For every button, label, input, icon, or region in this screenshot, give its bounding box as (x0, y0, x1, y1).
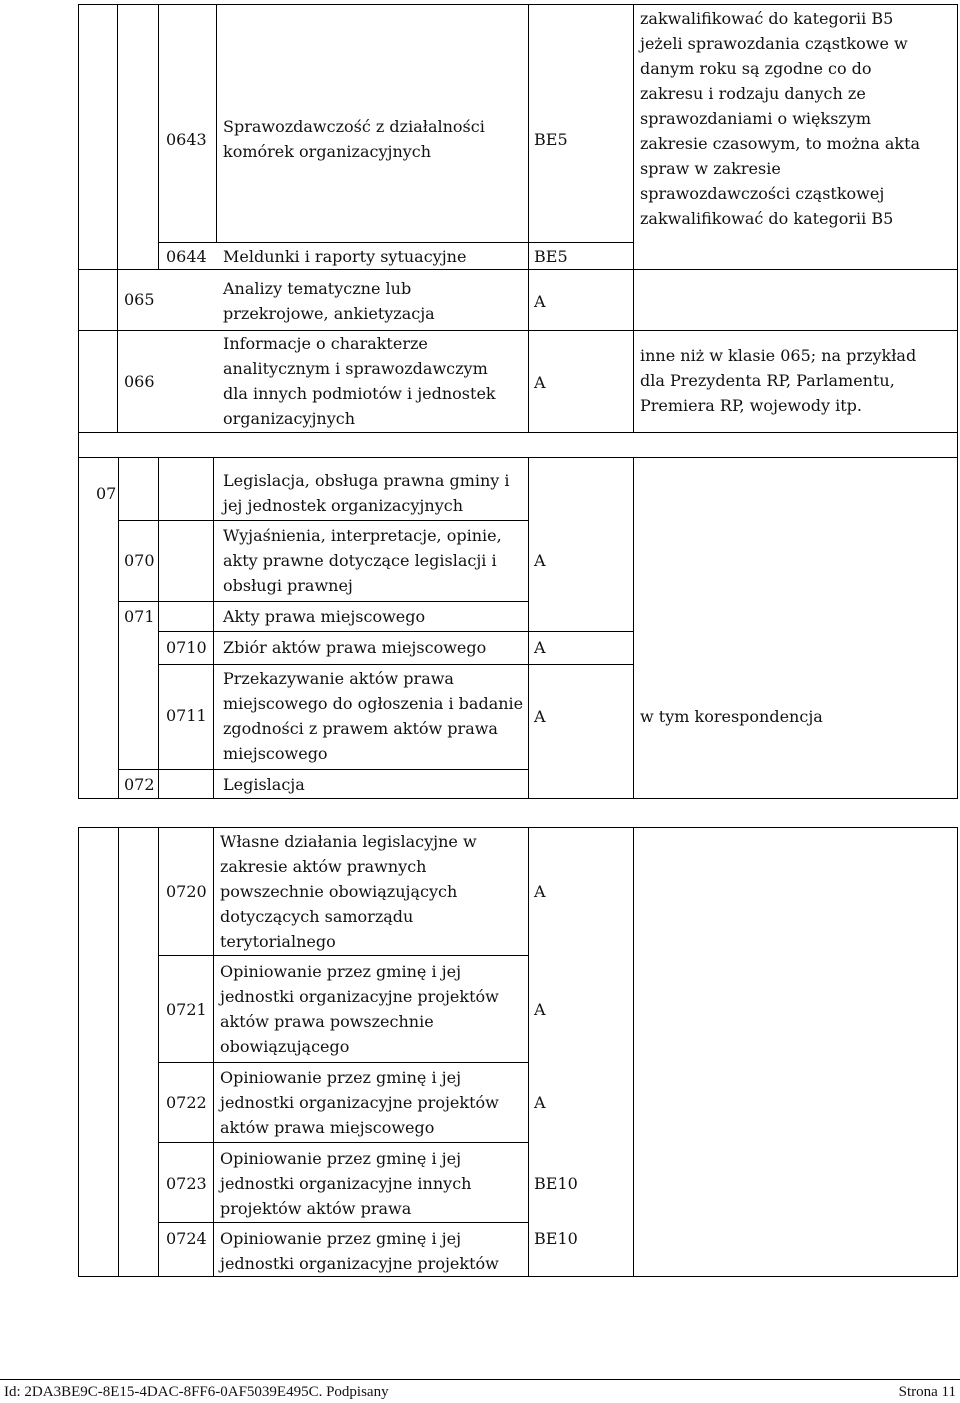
category-070: A (534, 551, 546, 570)
category-0711: A (534, 707, 546, 726)
category-0720: A (534, 882, 546, 901)
document-id: Id: 2DA3BE9C-8E15-4DAC-8FF6-0AF5039E495C. Podpisany (4, 1384, 389, 1400)
entry-name-0723: Opiniowanie przez gminę i jej jednostki organizacyjne innych projektów aktów prawa (220, 1149, 472, 1218)
entry-name-071: Akty prawa miejscowego (223, 607, 426, 626)
symbol-0710: 0710 (166, 638, 207, 657)
entry-name-066: Informacje o charakterze analitycznym i sprawozdawczym dla innych podmiotów i jednostek organizacyjnych (223, 334, 496, 428)
entry-name-070: Wyjaśnienia, interpretacje, opinie, akty prawne dotyczące legislacji i obsługi prawnej (223, 526, 502, 595)
page-footer (4, 1382, 956, 1402)
category-0710: A (534, 638, 546, 657)
symbol-0723: 0723 (166, 1174, 207, 1193)
category-0723: BE10 (534, 1174, 578, 1193)
entry-name-0710: Zbiór aktów prawa miejscowego (223, 638, 487, 657)
entry-name-0724: Opiniowanie przez gminę i jej jednostki organizacyjne projektów (220, 1229, 499, 1273)
symbol-0711: 0711 (166, 706, 207, 725)
note-0711: w tym korespondencja (640, 707, 823, 726)
category-0643: BE5 (534, 129, 568, 149)
symbol-072: 072 (124, 775, 155, 794)
category-0722: A (534, 1093, 546, 1112)
symbol-0721: 0721 (166, 1000, 207, 1019)
entry-name-0722: Opiniowanie przez gminę i jej jednostki organizacyjne projektów aktów prawa miejscowego (220, 1068, 499, 1137)
category-0644: BE5 (534, 247, 568, 266)
note-0643: zakwalifikować do kategorii B5 jeżeli sprawozdania cząstkowe w danym roku są zgodne co do zakresu i rodzaju danych ze sprawozdaniami o większym zakresie czasowym, to można akta spraw w zakresie sprawozdawczości cząstkowej zakwalifikować do kategorii B5 (640, 9, 921, 228)
symbol-0722: 0722 (166, 1093, 207, 1112)
category-0721: A (534, 1000, 546, 1019)
symbol-0644: 0644 (166, 247, 207, 266)
entry-name-0721: Opiniowanie przez gminę i jej jednostki organizacyjne projektów aktów prawa powszechnie obowiązującego (220, 962, 499, 1056)
symbol-0724: 0724 (166, 1229, 207, 1248)
category-0724: BE10 (534, 1229, 578, 1248)
category-065: A (534, 292, 546, 311)
symbol-066: 066 (124, 372, 155, 391)
symbol-070: 070 (124, 551, 155, 570)
symbol-071: 071 (124, 607, 155, 626)
symbol-0643: 0643 (166, 129, 207, 149)
entry-name-072: Legislacja (223, 775, 305, 794)
symbol-0720: 0720 (166, 882, 207, 901)
entry-name-065: Analizy tematyczne lub przekrojowe, ankietyzacja (223, 279, 435, 323)
entry-name-07: Legislacja, obsługa prawna gminy i jej jednostek organizacyjnych (223, 471, 510, 515)
page-number: Strona 11 (898, 1384, 956, 1400)
footer-divider (0, 1379, 960, 1380)
entry-name-0644: Meldunki i raporty sytuacyjne (223, 247, 467, 266)
category-066: A (534, 373, 546, 392)
entry-name-0643: Sprawozdawczość z działalności komórek organizacyjnych (223, 117, 485, 161)
entry-name-0720: Własne działania legislacyjne w zakresie aktów prawnych powszechnie obowiązujących dotyczących samorządu terytorialnego (220, 832, 477, 951)
note-066: inne niż w klasie 065; na przykład dla Prezydenta RP, Parlamentu, Premiera RP, wojewody itp. (640, 346, 917, 415)
symbol-065: 065 (124, 290, 155, 309)
entry-name-0711: Przekazywanie aktów prawa miejscowego do ogłoszenia i badanie zgodności z prawem aktów prawa miejscowego (223, 669, 524, 763)
symbol-07: 07 (96, 484, 117, 503)
